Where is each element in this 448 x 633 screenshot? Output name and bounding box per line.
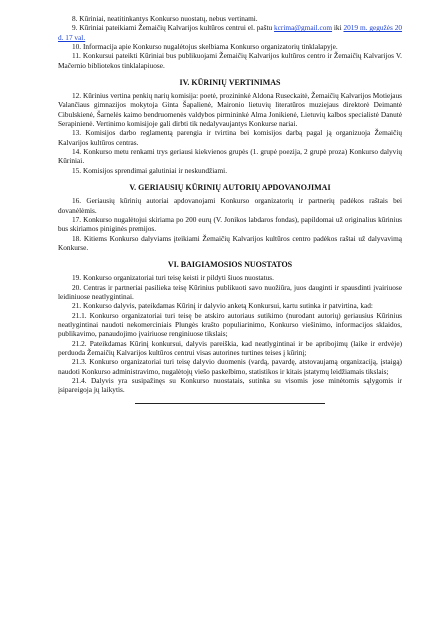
paragraph-21-1: 21.1. Konkurso organizatoriai turi teisę be atskiro autoriaus sutikimo (nurodant autorių) geriausius Kūrinius neatlygintinai naudoti nekomerciniais Plungės krašto populiarinimo, Konkurso viešinimo, informacijos sklaidos, publikavimo, panaudojimo įvairiuose renginiuose tikslais;: [58, 310, 402, 339]
paragraph-10: 10. Informacija apie Konkurso nugalėtojus skelbiama Konkurso organizatorių tinklalapyje.: [72, 42, 338, 52]
paragraph-21-4: 21.4. Dalyvis yra susipažinęs su Konkurso nuostatais, sutinka su visomis jose minėtomis sąlygomis ir įsipareigoja jų laikytis.: [58, 376, 402, 395]
paragraph-9: [58, 23, 402, 42]
paragraph-17: 17. Konkurso nugalėtojui skiriama po 200 eurų (V. Jonikos labdaros fondas), papildomai už originalius kūrinius bus skiriamos piniginės premijos.: [58, 214, 402, 234]
paragraph-12: 12. Kūrinius vertina penkių narių komisija: poetė, prozininkė Aldona Ruseckaitė, Žemaičių Kalvarijos Motiejaus Valančiaus gimnazijos mokytoja Ginta Šapalienė, Maironio lietuvių literatūros muziejaus direktorė Deimantė Cibulskienė, Šarnelės kaimo bendruomenės valdybos pirmininkė Alma Jonikienė, Lietuvių kalbos specialistė Danutė Serapinienė. Vertinimo komisijoje gali dirbti tik nedalyvaujantys Konkurse nariai.: [58, 91, 402, 129]
email-link[interactable]: kcrima@gmail.com: [274, 23, 333, 33]
paragraph-16: 16. Geriausių kūrinių autoriai apdovanojami Konkurso organizatorių ir partnerių padėkos raštais bei dovanėlėmis.: [58, 196, 402, 215]
paragraph-13: 13. Komisijos darbo reglamentą parengia ir tvirtina bei komisijos darbą pagal ją organizuoja Žemaičių Kalvarijos kultūros centras.: [58, 128, 402, 147]
paragraph-19: 19. Konkurso organizatoriai turi teisę keisti ir pildyti šiuos nuostatus.: [72, 273, 274, 283]
paragraph-21-2: 21.2. Pateikdamas Kūrinį konkursui, dalyvis pareiškia, kad neatlygintinai ir be apribojimų (laike ir erdvėje) perduoda Žemaičių Kalvarijos kultūros centrui visas autorines turtines teises į kūrinį;: [58, 338, 402, 357]
end-rule: [135, 403, 325, 404]
paragraph-11: 11. Konkursui pateikti Kūriniai bus publikuojami Žemaičių Kalvarijos kultūros centro ir Žemaičių Kalvarijos V. Mačernio bibliotekos tinklalapiuose.: [58, 51, 402, 70]
paragraph-18: 18. Kitiems Konkurso dalyviams įteikiami Žemaičių Kalvarijos kultūros centro padėkos raštai už dalyvavimą Konkurse.: [58, 233, 402, 252]
paragraph-21-3: 21.3. Konkurso organizatoriai turi teisę dalyvio duomenis (vardą, pavardę, atstovaujamą organizaciją, įstaigą) naudoti Konkurso administravimo, nugalėtojų viešo paskelbimo, statistikos ir kitais įstatymų leidžiamais tikslais;: [58, 357, 402, 376]
section-v-heading: V. GERIAUSIŲ KŪRINIŲ AUTORIŲ APDOVANOJIMAI: [129, 183, 331, 193]
paragraph-9-connector: iki: [332, 23, 344, 33]
paragraph-21: 21. Konkurso dalyvis, pateikdamas Kūrinį ir dalyvio anketą Konkursui, kartu sutinka ir patvirtina, kad:: [72, 301, 373, 311]
paragraph-14: 14. Konkurso metu renkami trys geriausi kiekvienos grupės (1. grupė poezija, 2 grupė proza) Konkurso dalyvių Kūriniai.: [58, 147, 402, 166]
paragraph-20: 20. Centras ir partneriai pasilieka teisę Kūrinius publikuoti savo nuožiūra, juos dauginti ir spausdinti įvairiuose leidiniuose neatlygintinai.: [58, 282, 402, 301]
paragraph-15: 15. Komisijos sprendimai galutiniai ir neskundžiami.: [72, 165, 228, 175]
section-vi-heading: VI. BAIGIAMOSIOS NUOSTATOS: [167, 260, 293, 270]
paragraph-9-text: 9. Kūriniai pateikiami Žemaičių Kalvarijos kultūros centrui el. paštu: [72, 23, 275, 33]
paragraph-8: 8. Kūriniai, neatitinkantys Konkurso nuostatų, nebus vertinami.: [72, 14, 258, 23]
deadline-link[interactable]: 2019 m. gegužės 20 d. 17 val.: [58, 23, 402, 42]
section-iv-heading: IV. KŪRINIŲ VERTINIMAS: [179, 78, 281, 88]
